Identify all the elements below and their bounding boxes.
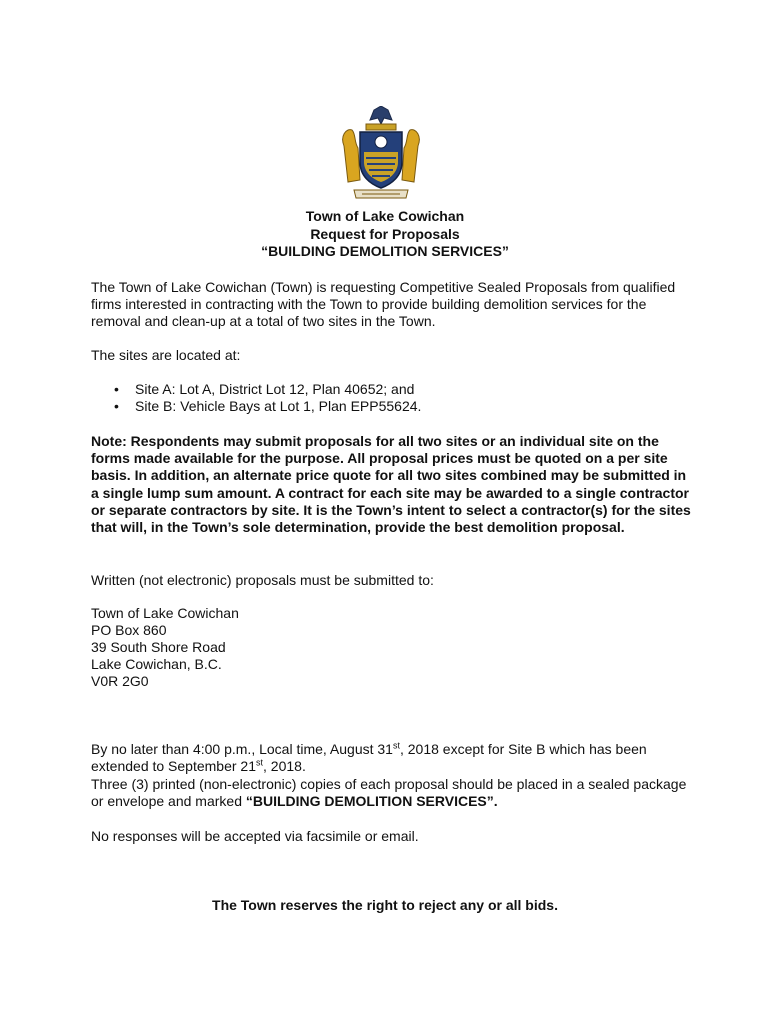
copies-paragraph (91, 776, 691, 810)
copies-text: Three (3) printed (non-electronic) copies of each proposal should be placed in a sealed package or envelope and marked (91, 776, 687, 809)
reserve-statement: The Town reserves the right to reject any or all bids. (212, 897, 558, 913)
site-b-text: Site B: Vehicle Bays at Lot 1, Plan EPP55624. (135, 398, 422, 414)
address-line-street: 39 South Shore Road (91, 639, 226, 655)
deadline-text-2: , 2018 except for Site B which has been extended to September 21 (91, 741, 647, 774)
town-crest-icon (336, 106, 426, 202)
list-item (91, 381, 691, 398)
list-item (91, 398, 691, 415)
title-block (0, 208, 770, 261)
address-line-pobox: PO Box 860 (91, 622, 167, 638)
title-town: Town of Lake Cowichan (305, 208, 465, 224)
mailing-address (91, 605, 691, 690)
deadline-text-3: , 2018. (263, 758, 306, 774)
no-responses-paragraph: No responses will be accepted via facsimile or email. (91, 828, 419, 844)
sites-intro: The sites are located at: (91, 347, 241, 363)
deadline-sup-2: st (256, 757, 264, 768)
deadline-sup-1: st (392, 740, 400, 751)
note-paragraph: Note: Respondents may submit proposals for all two sites or an individual site on the forms made available for the purpose. All proposal prices must be quoted on a per site basis. In addition, an alternate price quote for all two sites combined may be submitted in a single lump sum amount. A contract for each site may be awarded to a single contractor or separate contractors by site. It is the Town’s intent to select a contractor(s) for the sites that will, in the Town’s sole determination, provide the best demolition proposal. (91, 433, 691, 536)
deadline-paragraph (91, 741, 691, 775)
deadline-text-1: By no later than 4:00 p.m., Local time, August 31 (91, 741, 393, 757)
address-line-postal: V0R 2G0 (91, 673, 149, 689)
address-line-name: Town of Lake Cowichan (91, 605, 239, 621)
title-service: “BUILDING DEMOLITION SERVICES” (261, 243, 509, 259)
title-rfp: Request for Proposals (310, 225, 460, 242)
bullet-icon: • (114, 381, 119, 397)
sites-list (91, 381, 691, 415)
copies-marking: “BUILDING DEMOLITION SERVICES”. (245, 793, 498, 809)
bullet-icon: • (114, 398, 119, 414)
intro-paragraph: The Town of Lake Cowichan (Town) is requesting Competitive Sealed Proposals from qualified firms interested in contracting with the Town to provide building demolition services for the removal and clean-up at a total of two sites in the Town. (91, 279, 676, 329)
submission-intro: Written (not electronic) proposals must be submitted to: (91, 572, 434, 588)
site-a-text: Site A: Lot A, District Lot 12, Plan 40652; and (135, 381, 415, 397)
address-line-city: Lake Cowichan, B.C. (91, 656, 222, 672)
